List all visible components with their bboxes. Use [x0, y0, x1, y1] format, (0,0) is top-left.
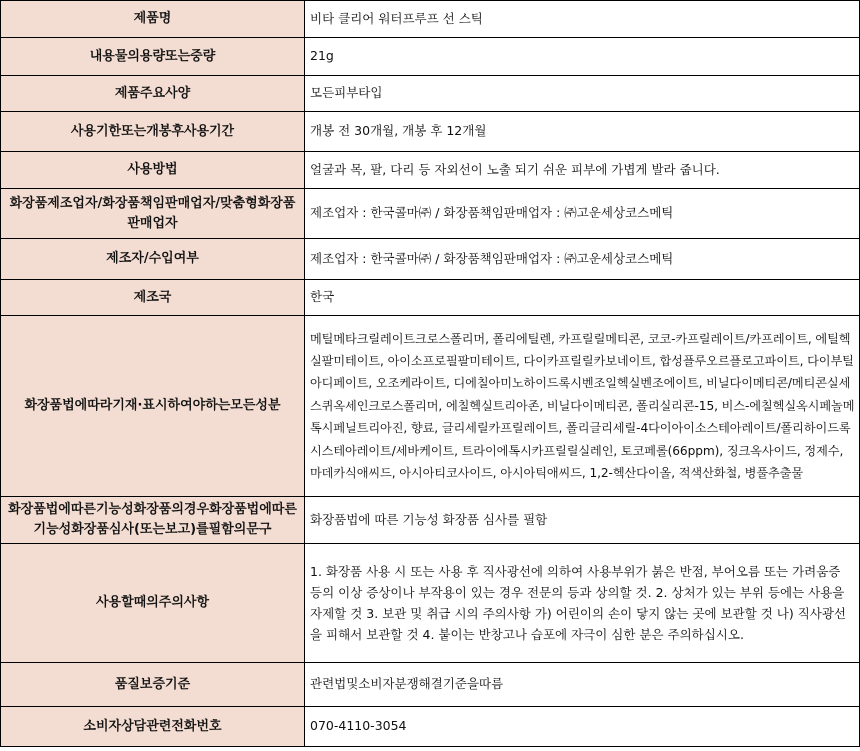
- precautions-value: 1. 화장품 사용 시 또는 사용 후 직사광선에 의하여 사용부위가 붉은 반점, 부어오름 또는 가려움증 등의 이상 증상이나 부작용이 있는 경우 전문의 등과 상의할 것. 2. 상처가 있는 부위 등에는 사용을 자제할 것 3. 보관 및 취급 시의 주의사항 가) 어린이의 손이 닿지 않는 곳에 보관할 것 나) 직사광선을 피해서 보관할 것 4. 붙이는 반창고나 습포에 자극이 심한 분은 주의하십시오.: [305, 544, 860, 663]
- row-product-name: [1, 1, 860, 38]
- row-precautions: [1, 544, 860, 663]
- country-value: 한국: [305, 280, 860, 316]
- product-name-value: 비타 클리어 워터프루프 선 스틱: [305, 1, 860, 38]
- row-quality-standard: [1, 663, 860, 707]
- manufacturer-seller-value: 제조업자 : 한국콜마㈜ / 화장품책임판매업자 : ㈜고운세상코스메틱: [305, 189, 860, 239]
- functional-review-label: 화장품법에따른기능성화장품의경우화장품법에따른기능성화장품심사(또는보고)를필함의문구: [1, 497, 305, 544]
- ingredients-value: 메틸메타크릴레이트크로스폴리머, 폴리에틸렌, 카프릴릴메티콘, 코코-카프릴레이트/카프레이트, 에틸헥실팔미테이트, 아이소프로필팔미테이트, 다이카프릴릴카보네이트, 합성플루오르플로고파이트, 다이부틸아디페이트, 오조케라이트, 디에칠아미노하이드록시벤조일헥실벤조에이트, 비닐다이메티콘/메티콘실세스퀴옥세인크로스폴리머, 에칠헥실트리아존, 비닐다이메티콘, 폴리실리콘-15, 비스-에칠헥실옥시페놀메톡시페닐트리아진, 향료, 글리세릴카프릴레이트, 폴리글리세릴-4다이아이소스테아레이트/폴리하이드록시스테아레이트/세바케이트, 트라이에톡시카프릴릴실레인, 토코페롤(66ppm), 징크옥사이드, 정제수, 마데카식애씨드, 아시아티코사이드, 아시아틱애씨드, 1,2-헥산다이올, 적색산화철, 병풀추출물: [305, 316, 860, 497]
- row-manufacturer-seller: [1, 189, 860, 239]
- usage-label: 사용방법: [1, 152, 305, 189]
- functional-review-value: 화장품법에 따른 기능성 화장품 심사를 필함: [305, 497, 860, 544]
- row-manufacturer-import: [1, 239, 860, 280]
- manufacturer-import-value: 제조업자 : 한국콜마㈜ / 화장품책임판매업자 : ㈜고운세상코스메틱: [305, 239, 860, 280]
- row-contact-phone: [1, 707, 860, 747]
- row-country: [1, 280, 860, 316]
- spec-value: 모든피부타입: [305, 76, 860, 112]
- ingredients-label: 화장품법에따라기재·표시하여야하는모든성분: [1, 316, 305, 497]
- quality-standard-label: 품질보증기준: [1, 663, 305, 707]
- expiry-value: 개봉 전 30개월, 개봉 후 12개월: [305, 112, 860, 152]
- row-spec: [1, 76, 860, 112]
- contact-phone-value: 070-4110-3054: [305, 707, 860, 747]
- row-volume: [1, 38, 860, 76]
- contact-phone-label: 소비자상담관련전화번호: [1, 707, 305, 747]
- manufacturer-seller-label: 화장품제조업자/화장품책임판매업자/맞춤형화장품판매업자: [1, 189, 305, 239]
- precautions-label: 사용할때의주의사항: [1, 544, 305, 663]
- spec-label: 제품주요사양: [1, 76, 305, 112]
- quality-standard-value: 관련법및소비자분쟁해결기준을따름: [305, 663, 860, 707]
- row-usage: [1, 152, 860, 189]
- volume-label: 내용물의용량또는중량: [1, 38, 305, 76]
- row-expiry: [1, 112, 860, 152]
- row-functional-review: [1, 497, 860, 544]
- manufacturer-import-label: 제조자/수입여부: [1, 239, 305, 280]
- usage-value: 얼굴과 목, 팔, 다리 등 자외선이 노출 되기 쉬운 피부에 가볍게 발라 줍니다.: [305, 152, 860, 189]
- volume-value: 21g: [305, 38, 860, 76]
- row-ingredients: [1, 316, 860, 497]
- product-name-label: 제품명: [1, 1, 305, 38]
- expiry-label: 사용기한또는개봉후사용기간: [1, 112, 305, 152]
- country-label: 제조국: [1, 280, 305, 316]
